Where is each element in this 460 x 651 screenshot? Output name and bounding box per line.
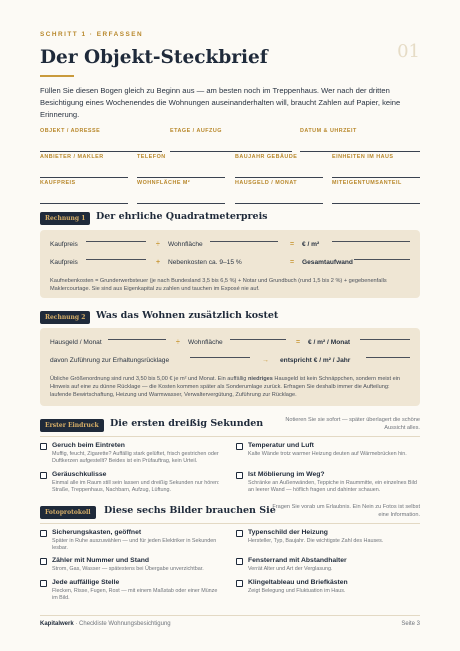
field-line	[137, 203, 225, 204]
page-footer	[40, 621, 420, 627]
checkbox[interactable]	[236, 558, 243, 565]
calc1-badge: Rechnung 1	[40, 212, 90, 225]
check-title: Jede auffällige Stelle	[52, 579, 120, 586]
field-address[interactable]	[40, 128, 162, 152]
check-title: Sicherungskasten, geöffnet	[52, 529, 142, 536]
operator-symbol: +	[156, 259, 161, 266]
field-line	[332, 177, 420, 178]
calc1-row-2	[50, 259, 410, 271]
field-label: ETAGE / AUFZUG	[170, 128, 222, 134]
calc-label: Wohnfläche	[188, 339, 223, 346]
checkbox[interactable]	[40, 443, 47, 450]
input-line[interactable]	[108, 339, 166, 340]
field-label: HAUSGELD / MONAT	[235, 180, 298, 186]
result-line[interactable]	[332, 241, 410, 242]
check-desc: Muffig, feucht, Zigarette? Auffällig stark gelüftet, frisch gestrichen oder Duftkerzen aufgestellt? Beides ist ein Prüfauftrag, kein Urteil.	[52, 451, 219, 464]
check-item	[40, 579, 225, 607]
check-title: Geräuschkulisse	[52, 471, 107, 478]
field-hausgeld[interactable]	[235, 180, 323, 204]
check-item	[236, 442, 421, 470]
intro-text: Füllen Sie diesen Bogen gleich zu Beginn aus — am besten noch im Treppenhaus. Wer nach der dritten Besichtigung eines Wochenendes die Wohnungen auseinanderhalten will, braucht Zahlen auf Papier, keine Erinnerung.	[40, 86, 401, 119]
checkbox[interactable]	[236, 472, 243, 479]
field-phone[interactable]	[137, 154, 225, 178]
field-share[interactable]	[332, 180, 420, 204]
note-emphasis: niedriges	[247, 376, 273, 382]
checkbox[interactable]	[236, 580, 243, 587]
field-row-3	[40, 180, 420, 206]
calc2-panel	[40, 328, 420, 406]
checkbox[interactable]	[236, 530, 243, 537]
field-label: BAUJAHR GEBÄUDE	[235, 154, 298, 160]
calc1-note: Kaufnebenkosten = Grunderwerbsteuer (je nach Bundesland 3,5 bis 6,5 %) + Notar und Grundbuch (rund 1,5 bis 2 %) + gegebenenfalls Maklercourtage. Sie sind aus Eigenkapital zu zahlen und tauchen im Exposé nie auf.	[50, 278, 387, 292]
check-title: Klingeltableau und Briefkästen	[248, 579, 348, 586]
checkbox[interactable]	[40, 558, 47, 565]
check-item	[236, 579, 421, 607]
input-line[interactable]	[190, 357, 250, 358]
result-label: € / m²	[302, 241, 320, 248]
field-row-2	[40, 154, 420, 180]
input-line[interactable]	[86, 259, 146, 260]
impression-badge: Erster Eindruck	[40, 419, 104, 432]
equals-symbol: =	[290, 259, 295, 266]
result-line[interactable]	[354, 259, 410, 260]
field-label: TELEFON	[137, 154, 166, 160]
field-line	[40, 203, 128, 204]
calc2-header	[40, 311, 420, 325]
impression-title: Die ersten dreißig Sekunden	[110, 418, 264, 429]
field-price[interactable]	[40, 180, 128, 204]
page-marker: 01	[397, 41, 420, 62]
divider	[40, 436, 420, 437]
field-line	[170, 151, 292, 152]
checkbox[interactable]	[40, 472, 47, 479]
calc2-badge: Rechnung 2	[40, 311, 90, 324]
calc1-panel	[40, 230, 420, 298]
check-title: Typenschild der Heizung	[248, 529, 328, 536]
calc2-row-1	[50, 339, 410, 351]
check-desc: Später in Ruhe auszuwählen — und für jeden Elektriker in Sekunden lesbar.	[52, 538, 217, 551]
calc2-note	[50, 375, 410, 399]
field-label: EINHEITEN IM HAUS	[332, 154, 394, 160]
check-title: Zähler mit Nummer und Stand	[52, 557, 150, 564]
calc1-row-1	[50, 241, 410, 253]
page-number: Seite 3	[401, 621, 420, 627]
check-title: Fensterrand mit Abstandhalter	[248, 557, 347, 564]
photos-title: Diese sechs Bilder brauchen Sie	[104, 505, 276, 516]
input-line[interactable]	[210, 241, 278, 242]
calc2-row-2	[50, 357, 410, 369]
calc-label: Kaufpreis	[50, 241, 78, 248]
operator-symbol: ÷	[156, 241, 160, 248]
page-title: Der Objekt-Steckbrief	[40, 47, 268, 68]
input-line[interactable]	[86, 241, 146, 242]
field-label: DATUM & UHRZEIT	[300, 128, 357, 134]
equals-symbol: =	[290, 241, 295, 248]
field-label: KAUFPREIS	[40, 180, 76, 186]
field-row-1	[40, 128, 420, 154]
field-date[interactable]	[300, 128, 420, 152]
result-line[interactable]	[366, 357, 410, 358]
photos-header	[40, 506, 420, 520]
note-text: Hausgeld ist kein Schnäppchen, sondern meist ein Hinweis auf eine zu dünne Rücklage — die Kosten kommen später als Sonderumlage zurück. Erfragen Sie deshalb immer die Aufteilung: laufende Bewirtschaftung, Heizung und Warmwasser, Verwaltervergütung, Zuführung zur Rücklage.	[50, 376, 401, 398]
doc-title: · Checkliste Wohnungsbesichtigung	[73, 621, 171, 627]
calc-label: davon Zuführung zur Erhaltungsrücklage	[50, 357, 170, 364]
check-desc: Schränke an Außenwänden, Teppiche in Raummitte, ein einzelnes Bild an leerer Wand — höflich fragen und dahinter schauen.	[248, 480, 417, 493]
calc-label: Wohnfläche	[168, 241, 203, 248]
check-desc: Strom, Gas, Wasser — spätestens bei Übergabe unverzichtbar.	[52, 566, 204, 572]
calc1-header	[40, 212, 420, 226]
check-item	[236, 529, 421, 557]
check-item	[236, 471, 421, 499]
photos-note: Fragen Sie vorab um Erlaubnis. Ein Nein zu Fotos ist selbst eine Information.	[272, 504, 420, 518]
field-floor[interactable]	[170, 128, 292, 152]
input-line[interactable]	[230, 339, 286, 340]
field-line	[300, 151, 420, 152]
check-item	[40, 471, 225, 499]
calc1-title: Der ehrliche Quadratmeterpreis	[96, 211, 268, 222]
check-desc: Einmal alle im Raum still sein lassen und dreißig Sekunden nur hören: Straße, Treppenhaus, Nachbarn, Aufzug, Lüftung.	[52, 480, 220, 493]
field-area[interactable]	[137, 180, 225, 204]
divider	[40, 523, 420, 524]
checkbox[interactable]	[236, 443, 243, 450]
field-label: ANBIETER / MAKLER	[40, 154, 104, 160]
result-label: entspricht € / m² / Jahr	[280, 357, 351, 364]
check-item	[40, 442, 225, 470]
check-item	[40, 529, 225, 557]
operator-symbol: ÷	[176, 339, 180, 346]
check-desc: Verrät Alter und Art der Verglasung.	[248, 566, 333, 572]
note-text: Übliche Größenordnung sind rund 3,50 bis 5,00 € je m² und Monat. Ein auffällig	[50, 376, 248, 382]
impression-header	[40, 419, 420, 433]
calc-label: Kaufpreis	[50, 259, 78, 266]
check-title: Ist Möblierung im Weg?	[248, 471, 325, 478]
check-desc: Kalte Wände trotz warmer Heizung deuten auf Wärmebrücken hin.	[248, 451, 407, 457]
checkbox[interactable]	[40, 530, 47, 537]
field-agent[interactable]	[40, 154, 128, 178]
impression-note: Notieren Sie sie sofort — später überlagert die schöne Aussicht alles.	[285, 417, 420, 431]
calc-label: Nebenkosten ca. 9–15 %	[168, 259, 242, 266]
title-underline	[40, 75, 74, 77]
check-desc: Flecken, Risse, Fugen, Rost — mit einem Maßstab oder einer Münze im Bild.	[52, 588, 218, 601]
field-label: WOHNFLÄCHE M²	[137, 180, 191, 186]
check-desc: Zeigt Belegung und Fluktuation im Haus.	[248, 588, 346, 594]
field-line	[332, 203, 420, 204]
field-line	[235, 203, 323, 204]
result-line[interactable]	[360, 339, 410, 340]
field-year[interactable]	[235, 154, 323, 178]
equals-symbol: =	[296, 339, 301, 346]
checkbox[interactable]	[40, 580, 47, 587]
field-label: MITEIGENTUMSANTEIL	[332, 180, 402, 186]
arrow-symbol: →	[262, 357, 269, 364]
result-label: € / m² / Monat	[308, 339, 351, 346]
step-label: SCHRITT 1 · ERFASSEN	[40, 31, 144, 38]
field-units[interactable]	[332, 154, 420, 178]
check-title: Geruch beim Eintreten	[52, 442, 125, 449]
field-line	[40, 151, 162, 152]
field-line	[137, 177, 225, 178]
check-desc: Hersteller, Typ, Baujahr. Die wichtigste Zahl des Hauses.	[248, 538, 384, 544]
check-title: Temperatur und Luft	[248, 442, 314, 449]
brand-name: Kapitalwerk	[40, 621, 74, 627]
field-line	[235, 177, 323, 178]
field-line	[40, 177, 128, 178]
calc-label: Hausgeld / Monat	[50, 339, 102, 346]
calc2-title: Was das Wohnen zusätzlich kostet	[96, 310, 279, 321]
photos-badge: Fotoprotokoll	[40, 506, 96, 519]
result-label: Gesamtaufwand	[302, 259, 353, 266]
footer-divider	[40, 615, 420, 616]
field-label: OBJEKT / ADRESSE	[40, 128, 101, 134]
